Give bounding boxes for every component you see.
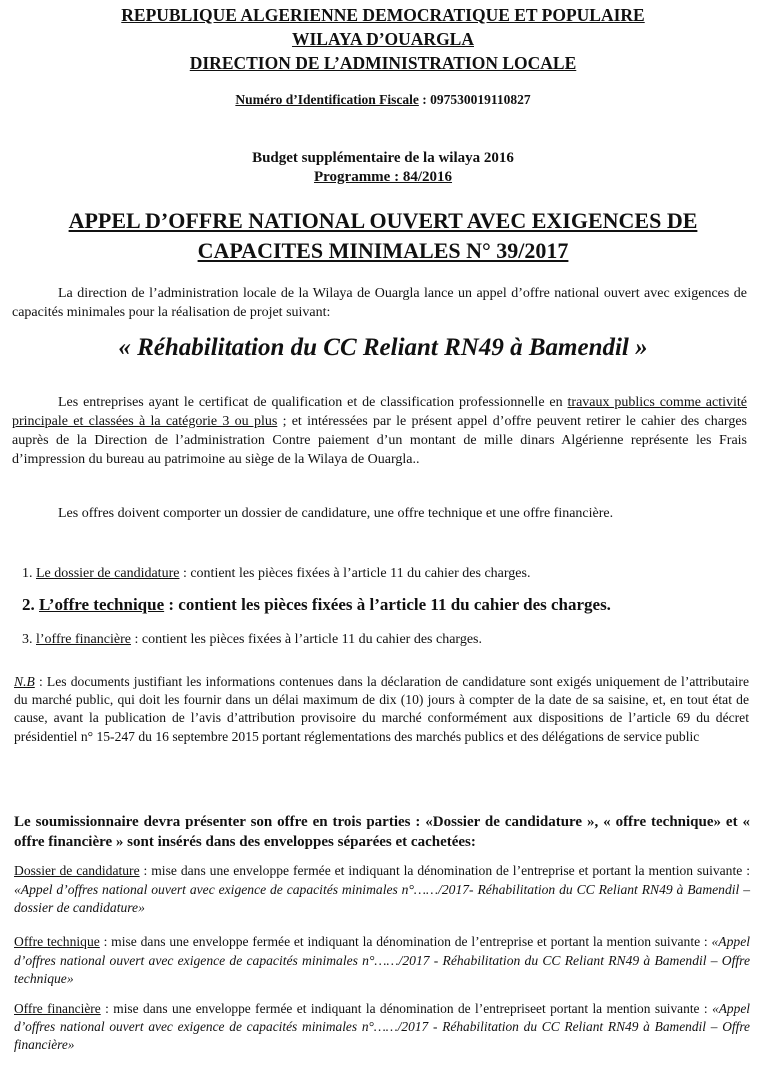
eligibility-end: ; et intéressées par le présent appel d’offre peuvent retirer le cahier des charges auprès de la Direction de l’administration Contre paiement d’un montant de mille dinars Algérienne représente les Frais d’impression du bureau au patrimoine au siège de la Wilaya de Ouargla..: [12, 414, 748, 467]
list-number: 1.: [22, 566, 33, 581]
nif-label: Numéro d’Identification Fiscale: [235, 92, 419, 107]
header-republic: REPUBLIQUE ALGERIENNE DEMOCRATIQUE ET POPULAIRE: [121, 5, 645, 25]
list-item: [22, 595, 762, 615]
technical-envelope: [14, 933, 750, 989]
intro-paragraph: La direction de l’administration locale de la Wilaya de Ouargla lance un appel d’offre national ouvert avec exigences de capacités minimales pour la réalisation de projet suivant:: [12, 286, 747, 320]
list-text: : contient les pièces fixées à l’article 11 du cahier des charges.: [182, 566, 531, 581]
tender-title-line1: APPEL D’OFFRE NATIONAL OUVERT AVEC EXIGENCES DE: [68, 208, 698, 233]
list-label: L’offre technique: [39, 595, 165, 614]
technical-mention: «Appel d’offres national ouvert avec exigence de capacités minimales n°……/2017 - Réhabilitation du CC Reliant RN49 à Bamendil – Offre technique»: [14, 934, 751, 986]
offers-paragraph: Les offres doivent comporter un dossier de candidature, une offre technique et une offre financière.: [58, 506, 614, 521]
list-item: [22, 632, 752, 648]
dossier-envelope: [14, 862, 750, 918]
header-wilaya: WILAYA D’OUARGLA: [291, 29, 474, 49]
budget-line: Budget supplémentaire de la wilaya 2016: [252, 150, 514, 166]
submission-intro: Le soumissionnaire devra présenter son offre en trois parties : «Dossier de candidature », « offre technique» et « offre financière » sont insérés dans des enveloppes séparées et cachetées:: [14, 814, 750, 850]
list-label: l’offre financière: [36, 632, 131, 647]
list-text: : contient les pièces fixées à l’article 11 du cahier des charges.: [134, 632, 482, 647]
list-label: Le dossier de candidature: [36, 566, 180, 581]
financial-envelope: [14, 1000, 750, 1054]
technical-label: Offre technique: [14, 934, 100, 949]
eligibility-category: travaux publics comme activité principale et classées à la catégorie 3 ou plus: [12, 395, 748, 429]
financial-mention: «Appel d’offres national ouvert avec exigence de capacités minimales n°……/2017 - Réhabilitation du CC Reliant RN49 à Bamendil – Offre financière»: [14, 1001, 750, 1052]
eligibility-start: Les entreprises ayant le certificat de qualification et de classification professionnelle en: [58, 395, 563, 410]
financial-text: : mise dans une enveloppe fermée et indiquant la dénomination de l’entrepriseet portant la mention suivante :: [105, 1001, 708, 1016]
programme-line: Programme : 84/2016: [313, 169, 453, 185]
technical-text: : mise dans une enveloppe fermée et indiquant la dénomination de l’entreprise et portant la mention suivante :: [103, 934, 708, 949]
list-text: : contient les pièces fixées à l’article 11 du cahier des charges.: [168, 595, 611, 614]
nb-paragraph: [14, 673, 749, 746]
financial-label: Offre financière: [14, 1001, 101, 1016]
dossier-label: Dossier de candidature: [14, 863, 140, 878]
nb-label: N.B: [14, 674, 35, 689]
header-direction: DIRECTION DE L’ADMINISTRATION LOCALE: [189, 53, 577, 73]
list-item: [22, 566, 752, 582]
list-number: 3.: [22, 632, 33, 647]
nif-value: : 097530019110827: [422, 92, 531, 107]
tender-title-line2: CAPACITES MINIMALES N° 39/2017: [197, 238, 569, 263]
dossier-text: : mise dans une enveloppe fermée et indiquant la dénomination de l’entreprise et portant la mention suivante :: [143, 863, 750, 878]
project-title: « Réhabilitation du CC Reliant RN49 à Bamendil »: [118, 334, 648, 361]
dossier-mention: «Appel d’offres national ouvert avec exigence de capacités minimales n°……/2017- Réhabilitation du CC Reliant RN49 à Bamendil – dossier de candidature»: [14, 881, 750, 915]
list-number: 2.: [22, 595, 35, 614]
nb-text: : Les documents justifiant les informations contenues dans la déclaration de candidature sont exigés uniquement de l’attributaire du marché public, qui doit les fournir dans un délai maximum de dix (10) jours à compter de la date de sa saisine, et, en tout état de cause, avant la publication de l’avis d’attribution provisoire du marché conformément aux dispositions de l’article 69 du décret présidentiel n° 15-247 du 16 septembre 2015 portant réglementations des marchés publics et des délégations de service public: [14, 674, 749, 744]
nif-line: [0, 92, 766, 108]
eligibility-paragraph: [12, 393, 747, 469]
